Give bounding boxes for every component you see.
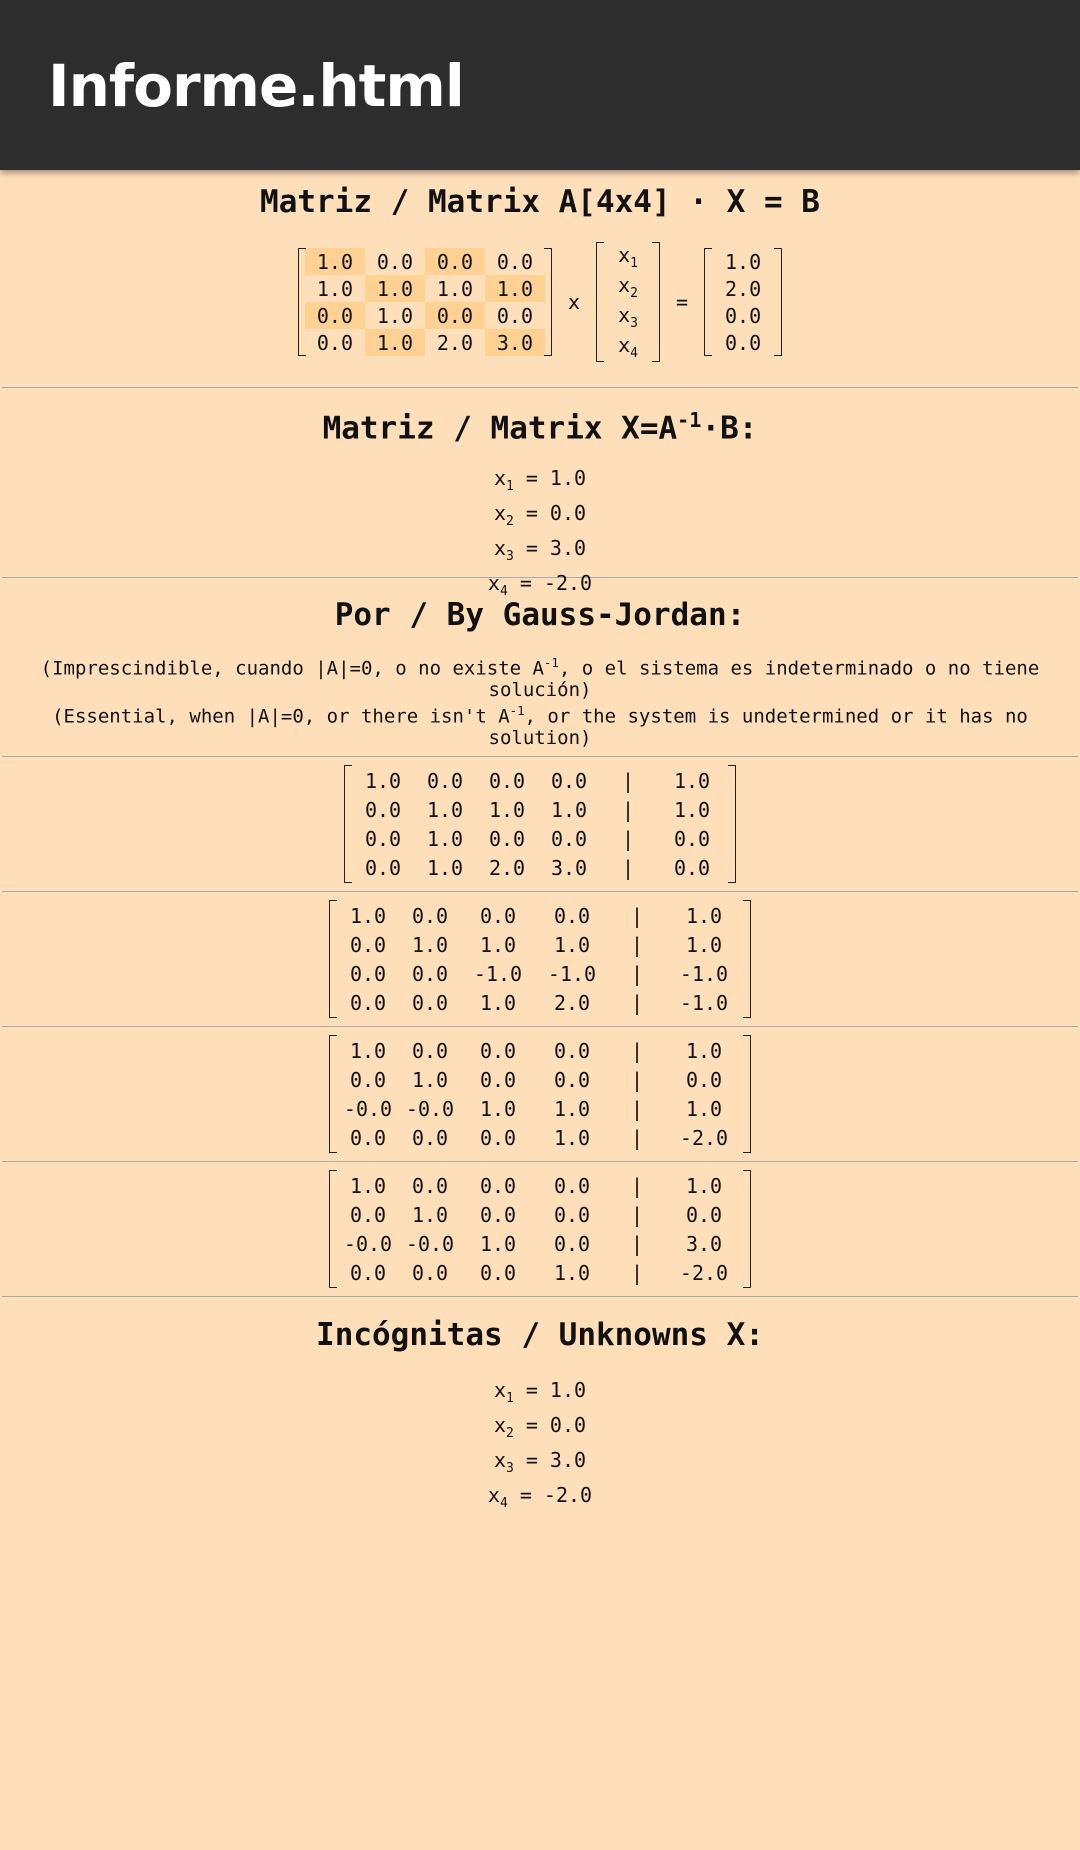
matrix-a-cell: 1.0 [316, 276, 354, 301]
augmented-cell: 1.0 [553, 1260, 591, 1285]
augmented-cell: 1.0 [550, 797, 588, 822]
augmented-cell: -1.0 [679, 990, 729, 1015]
augmented-cell: 0.0 [479, 1125, 517, 1150]
augmented-cell: 0.0 [411, 903, 449, 928]
augmented-separator: | [630, 1173, 644, 1198]
vector-x [596, 242, 660, 362]
note-english: (Essential, when |A|=0, or there isn't $A^{-1}$, or the system is undetermined or it has no solution) [52, 704, 1028, 750]
augmented-cell: 0.0 [364, 855, 402, 880]
augmented-cell: 0.0 [550, 768, 588, 793]
vector-b-cell: 0.0 [724, 303, 762, 328]
gauss-section [0, 578, 1080, 756]
vector-x-cell: $x_1$ [618, 243, 638, 271]
augmented-cell: 1.0 [479, 1231, 517, 1256]
equals-symbol: = [676, 290, 689, 314]
augmented-cell: 0.0 [553, 1038, 591, 1063]
augmented-row [353, 825, 727, 852]
augmented-separator: | [621, 768, 635, 793]
augmented-cell: 1.0 [349, 1038, 387, 1063]
augmented-cell: 0.0 [349, 1202, 387, 1227]
solution-line: $x_4 = -2.0$ [487, 1483, 593, 1511]
vector-x-row [603, 332, 653, 362]
augmented-row [338, 931, 742, 958]
matrix-a-cell: 2.0 [436, 330, 474, 355]
augmented-separator: | [630, 1202, 644, 1227]
augmented-cell: 0.0 [673, 855, 711, 880]
augmented-cell: 0.0 [553, 1202, 591, 1227]
augmented-cell: 2.0 [553, 990, 591, 1015]
augmented-cell: -0.0 [343, 1096, 393, 1121]
solution-line: $x_2 = 0.0$ [493, 501, 587, 529]
vector-x-row [603, 302, 653, 332]
augmented-cell: -1.0 [679, 961, 729, 986]
unknowns-heading: Incógnitas / Unknowns X: [316, 1317, 764, 1353]
augmented-row [338, 989, 742, 1016]
solution-line: $x_2 = 0.0$ [493, 1413, 587, 1441]
augmented-cell: 0.0 [673, 826, 711, 851]
augmented-cell: 3.0 [550, 855, 588, 880]
augmented-table [336, 1170, 744, 1288]
augmented-separator: | [630, 1260, 644, 1285]
augmented-matrix [344, 765, 736, 883]
augmented-cell: 1.0 [673, 768, 711, 793]
augmented-cell: 0.0 [411, 961, 449, 986]
unknowns-section [0, 1297, 1080, 1511]
augmented-separator: | [630, 1125, 644, 1150]
augmented-cell: 1.0 [553, 1096, 591, 1121]
matrix-a-cell: 0.0 [496, 303, 534, 328]
augmented-separator: | [630, 961, 644, 986]
augmented-matrix [329, 1170, 751, 1288]
augmented-table [336, 1035, 744, 1153]
matrix-a-cell: 0.0 [496, 249, 534, 274]
augmented-row [338, 960, 742, 987]
augmented-row [338, 1230, 742, 1257]
app-bar [0, 0, 1080, 170]
augmented-cell: 1.0 [479, 1096, 517, 1121]
unknowns-results [0, 1377, 1080, 1517]
augmented-cell: 0.0 [479, 903, 517, 928]
augmented-table [351, 765, 729, 883]
augmented-row [338, 902, 742, 929]
vector-x-row [603, 242, 653, 272]
augmented-cell: 0.0 [349, 1260, 387, 1285]
times-symbol: x [567, 290, 580, 314]
augmented-cell: -0.0 [405, 1096, 455, 1121]
report-content [0, 170, 1080, 1511]
augmented-cell: 1.0 [685, 1096, 723, 1121]
augmented-row [338, 1066, 742, 1093]
augmented-cell: 1.0 [411, 1202, 449, 1227]
augmented-row [338, 1037, 742, 1064]
augmented-cell: 0.0 [349, 1067, 387, 1092]
vector-x-row [603, 272, 653, 302]
augmented-cell: 0.0 [479, 1173, 517, 1198]
augmented-cell: 1.0 [411, 1067, 449, 1092]
vector-b [704, 248, 782, 356]
system-heading: Matriz / Matrix A[4x4] · X = B [260, 184, 820, 220]
augmented-table [336, 900, 744, 1018]
augmented-cell: 0.0 [479, 1067, 517, 1092]
augmented-cell: 1.0 [553, 932, 591, 957]
augmented-separator: | [621, 855, 635, 880]
augmented-cell: 1.0 [426, 855, 464, 880]
matrix-a-cell: 0.0 [425, 248, 485, 275]
system-section [0, 170, 1080, 387]
matrix-a-cell: 0.0 [425, 302, 485, 329]
augmented-cell: -1.0 [473, 961, 523, 986]
augmented-cell: 0.0 [479, 1038, 517, 1063]
augmented-row [338, 1201, 742, 1228]
augmented-cell: 0.0 [411, 1038, 449, 1063]
matrix-a-cell: 1.0 [436, 276, 474, 301]
augmented-cell: 0.0 [685, 1067, 723, 1092]
matrix-a-cell: 1.0 [485, 275, 545, 302]
gauss-steps [0, 757, 1080, 1297]
matrix-a-cell: 0.0 [316, 330, 354, 355]
augmented-cell: -1.0 [547, 961, 597, 986]
augmented-row [353, 796, 727, 823]
vector-x-cell: $x_3$ [618, 303, 638, 331]
augmented-cell: 0.0 [479, 1202, 517, 1227]
vector-b-row [711, 302, 775, 329]
augmented-cell: -0.0 [343, 1231, 393, 1256]
augmented-cell: 0.0 [411, 1125, 449, 1150]
augmented-cell: 0.0 [488, 826, 526, 851]
augmented-cell: 1.0 [426, 826, 464, 851]
vector-b-row [711, 329, 775, 356]
augmented-cell: 1.0 [364, 768, 402, 793]
augmented-cell: 1.0 [673, 797, 711, 822]
augmented-cell: 3.0 [685, 1231, 723, 1256]
inverse-section [0, 388, 1080, 599]
augmented-cell: 1.0 [488, 797, 526, 822]
augmented-cell: 1.0 [685, 932, 723, 957]
augmented-cell: 0.0 [411, 1173, 449, 1198]
matrix-a-cell: 0.0 [305, 302, 365, 329]
augmented-cell: 0.0 [685, 1202, 723, 1227]
augmented-cell: 0.0 [550, 826, 588, 851]
augmented-cell: 0.0 [364, 826, 402, 851]
inverse-heading: Matriz / Matrix $X=A^{-1}\cdot B$: [322, 408, 758, 447]
augmented-separator: | [630, 903, 644, 928]
gauss-step [0, 892, 1080, 1026]
matrix-equation [0, 242, 1080, 362]
augmented-row [353, 767, 727, 794]
augmented-cell: 1.0 [349, 903, 387, 928]
vector-b-row [711, 275, 775, 302]
augmented-cell: -2.0 [679, 1260, 729, 1285]
augmented-cell: 0.0 [553, 1173, 591, 1198]
augmented-cell: 0.0 [479, 1260, 517, 1285]
vector-x-cell: $x_2$ [618, 273, 638, 301]
matrix-a-cell: 0.0 [376, 249, 414, 274]
vector-x-cell: $x_4$ [618, 333, 638, 361]
augmented-cell: -2.0 [679, 1125, 729, 1150]
augmented-cell: 0.0 [553, 903, 591, 928]
solution-line: $x_4 = -2.0$ [487, 571, 593, 599]
gauss-step [0, 1027, 1080, 1161]
augmented-matrix [329, 1035, 751, 1153]
augmented-cell: 1.0 [479, 932, 517, 957]
augmented-separator: | [630, 1067, 644, 1092]
gauss-step [0, 1162, 1080, 1296]
augmented-cell: 0.0 [349, 961, 387, 986]
augmented-separator: | [630, 932, 644, 957]
augmented-separator: | [621, 826, 635, 851]
augmented-separator: | [630, 1231, 644, 1256]
augmented-cell: 1.0 [553, 1125, 591, 1150]
augmented-cell: 0.0 [426, 768, 464, 793]
matrix-a-cell: 1.0 [376, 303, 414, 328]
gauss-heading: Por / By Gauss-Jordan: [334, 597, 746, 633]
augmented-separator: | [630, 1096, 644, 1121]
augmented-cell: 1.0 [411, 932, 449, 957]
matrix-a-row [305, 302, 545, 329]
matrix-a-cell: 3.0 [485, 329, 545, 356]
gauss-step [0, 757, 1080, 891]
matrix-a [298, 248, 552, 356]
augmented-cell: 1.0 [479, 990, 517, 1015]
augmented-cell: 2.0 [488, 855, 526, 880]
note-spanish: (Imprescindible, cuando |A|=0, o no existe $A^{-1}$, o el sistema es indeterminado o no tiene solución) [40, 656, 1040, 702]
augmented-cell: -0.0 [405, 1231, 455, 1256]
solution-line: $x_3 = 3.0$ [493, 1448, 587, 1476]
augmented-cell: 1.0 [349, 1173, 387, 1198]
augmented-cell: 0.0 [364, 797, 402, 822]
augmented-cell: 0.0 [488, 768, 526, 793]
augmented-matrix [329, 900, 751, 1018]
matrix-a-cell: 1.0 [365, 275, 425, 302]
augmented-cell: 0.0 [553, 1231, 591, 1256]
augmented-separator: | [621, 797, 635, 822]
augmented-cell: 0.0 [349, 990, 387, 1015]
matrix-a-cell: 1.0 [305, 248, 365, 275]
augmented-cell: 1.0 [426, 797, 464, 822]
augmented-cell: 1.0 [685, 1038, 723, 1063]
vector-b-cell: 0.0 [724, 330, 762, 355]
augmented-cell: 0.0 [349, 1125, 387, 1150]
solution-line: $x_1 = 1.0$ [493, 466, 587, 494]
matrix-a-cell: 1.0 [365, 329, 425, 356]
solution-line: $x_1 = 1.0$ [493, 1378, 587, 1406]
vector-b-row [711, 248, 775, 275]
solution-line: $x_3 = 3.0$ [493, 536, 587, 564]
augmented-separator: | [630, 990, 644, 1015]
matrix-a-row [305, 248, 545, 275]
augmented-cell: 0.0 [349, 932, 387, 957]
augmented-separator: | [630, 1038, 644, 1063]
augmented-row [353, 854, 727, 881]
app-title: Informe.html [48, 52, 464, 120]
matrix-a-row [305, 329, 545, 356]
augmented-cell: 1.0 [685, 1173, 723, 1198]
augmented-row [338, 1259, 742, 1286]
vector-b-cell: 1.0 [724, 249, 762, 274]
augmented-cell: 1.0 [685, 903, 723, 928]
augmented-row [338, 1095, 742, 1122]
vector-b-cell: 2.0 [724, 276, 762, 301]
matrix-a-row [305, 275, 545, 302]
augmented-cell: 0.0 [553, 1067, 591, 1092]
augmented-cell: 0.0 [411, 1260, 449, 1285]
augmented-cell: 0.0 [411, 990, 449, 1015]
augmented-row [338, 1172, 742, 1199]
augmented-row [338, 1124, 742, 1151]
